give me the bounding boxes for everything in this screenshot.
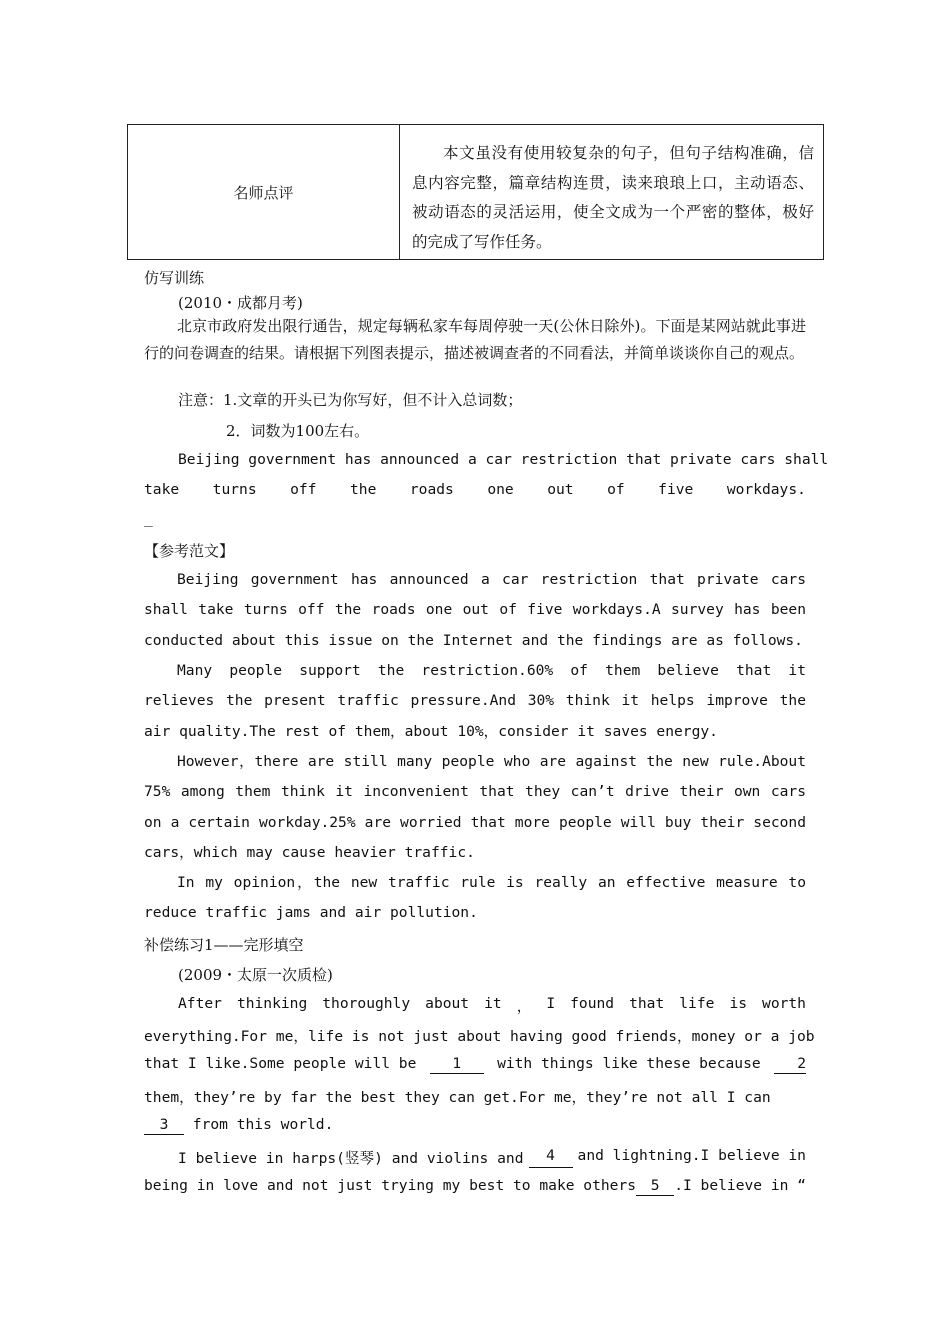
opening-word: of bbox=[607, 481, 625, 498]
cloze-heading: 补偿练习1——完形填空 bbox=[144, 936, 304, 954]
cloze-blank-4[interactable]: 4 bbox=[529, 1147, 573, 1168]
opening-line-2 bbox=[144, 481, 806, 498]
training-source: (2010・成都月考) bbox=[178, 294, 303, 312]
cloze-source: (2009・太原一次质检) bbox=[178, 966, 333, 984]
answer-underscore: _ bbox=[144, 510, 153, 527]
cloze-text: with things like these because bbox=[497, 1055, 761, 1072]
cloze-blank-5[interactable]: 5 bbox=[636, 1177, 674, 1196]
comment-table bbox=[127, 124, 824, 260]
cloze-text: that I like.Some people will be bbox=[144, 1055, 417, 1072]
opening-word: roads bbox=[409, 481, 454, 498]
cloze-blank-1[interactable]: 1 bbox=[430, 1055, 484, 1074]
model-paragraph-1: Beijing government has announced a car restriction that private cars shall take turns off the roads one out of five workdays.A survey has been conducted about this issue on the Internet and the findings are as follows. bbox=[144, 571, 806, 649]
cloze-word: After bbox=[178, 995, 222, 1012]
training-heading: 仿写训练 bbox=[144, 269, 205, 287]
cloze-line-4: them，they’re by far the best they can get.For me，they’re not all I can bbox=[144, 1089, 771, 1106]
cloze-line-6 bbox=[178, 1147, 806, 1168]
cloze-word: worth bbox=[762, 995, 806, 1012]
opening-line-1: Beijing government has announced a car restriction that private cars shall bbox=[178, 451, 829, 468]
training-prompt: 北京市政府发出限行通告，规定每辆私家车每周停驶一天(公休日除外)。下面是某网站就此事进行的问卷调查的结果。请根据下列图表提示，描述被调查者的不同看法，并简单谈谈你自己的观点。 bbox=[144, 317, 806, 362]
opening-word: off bbox=[290, 481, 317, 498]
table-comment: 本文虽没有使用较复杂的句子，但句子结构准确，信息内容完整，篇章结构连贯，读来琅琅上口，主动语态、被动语态的灵活运用，使全文成为一个严密的整体，极好的完成了写作任务。 bbox=[412, 144, 814, 251]
cloze-text: I believe in harps(竖琴) and violins and bbox=[178, 1150, 524, 1167]
opening-word: one bbox=[487, 481, 514, 498]
cloze-word: life bbox=[679, 995, 715, 1012]
cloze-text: being in love and not just trying my best to make others bbox=[144, 1177, 637, 1194]
opening-word: take bbox=[144, 481, 180, 498]
cloze-word: it bbox=[484, 995, 502, 1012]
model-heading: 【参考范文】 bbox=[144, 542, 235, 560]
cloze-word: found bbox=[570, 995, 615, 1012]
opening-word: turns bbox=[212, 481, 257, 498]
cloze-word: about bbox=[425, 995, 470, 1012]
cloze-text: .I believe in “ bbox=[674, 1177, 806, 1194]
model-paragraph-3: However，there are still many people who are against the new rule.About 75% among them think it inconvenient that they can’t drive their own cars on a certain workday.25% are worried that more people will buy their second cars，which may cause heavier traffic. bbox=[144, 753, 806, 861]
cloze-word: thoroughly bbox=[322, 995, 411, 1012]
cloze-line-3 bbox=[144, 1055, 806, 1074]
cloze-blank-3[interactable]: 3 bbox=[144, 1116, 184, 1135]
model-paragraph-4: In my opinion，the new traffic rule is really an effective measure to reduce traffic jams and air pollution. bbox=[144, 874, 806, 922]
cloze-word: is bbox=[729, 995, 748, 1012]
cloze-word: ， bbox=[516, 998, 532, 1015]
cloze-line-7 bbox=[144, 1177, 806, 1196]
model-paragraph-2: Many people support the restriction.60% of them believe that it relieves the present traffic pressure.And 30% think it helps improve the air quality.The rest of them，about 10%，consider it saves energy. bbox=[144, 662, 806, 740]
cloze-word: that bbox=[629, 995, 665, 1012]
cloze-text: and lightning.I believe in bbox=[577, 1147, 806, 1164]
cloze-line-1 bbox=[178, 995, 806, 1016]
table-label: 名师点评 bbox=[128, 125, 400, 259]
cloze-line-2: everything.For me，life is not just about having good friends，money or a job bbox=[144, 1028, 815, 1045]
cloze-word: thinking bbox=[236, 995, 308, 1012]
training-note-1: 注意：1.文章的开头已为你写好，但不计入总词数； bbox=[178, 391, 523, 409]
cloze-blank-2[interactable]: 2 bbox=[774, 1055, 806, 1074]
training-note-2: 2．词数为100左右。 bbox=[226, 422, 370, 440]
cloze-line-5 bbox=[144, 1116, 333, 1135]
opening-word: workdays. bbox=[726, 481, 806, 498]
opening-word: five bbox=[658, 481, 694, 498]
cloze-text: from this world. bbox=[192, 1116, 334, 1133]
cloze-word: I bbox=[546, 995, 556, 1012]
opening-word: out bbox=[547, 481, 574, 498]
opening-word: the bbox=[350, 481, 377, 498]
